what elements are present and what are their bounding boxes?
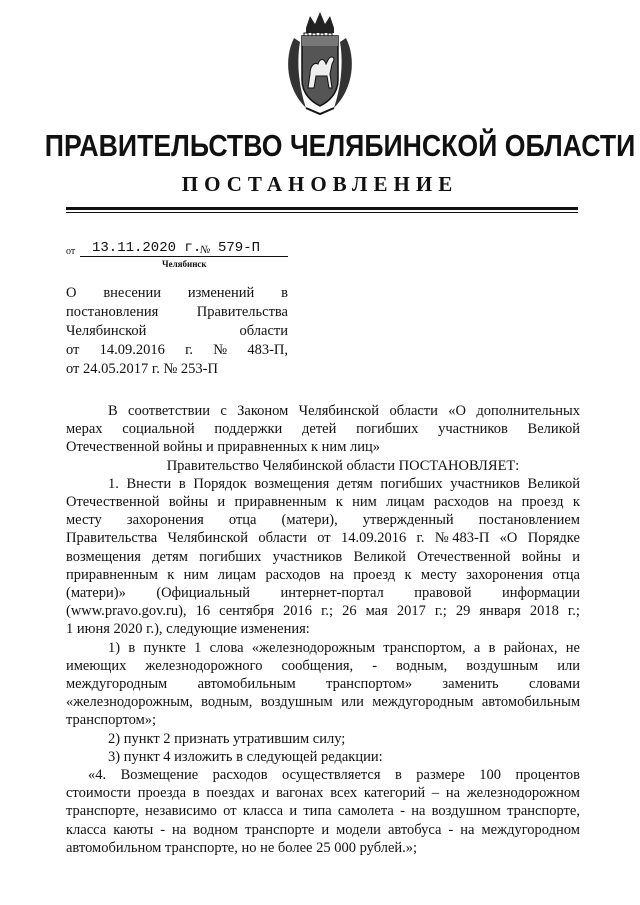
word: к bbox=[572, 494, 580, 511]
word: в bbox=[178, 475, 186, 492]
word: Порядке bbox=[527, 530, 580, 547]
word: отца bbox=[552, 566, 580, 583]
word: 100 bbox=[479, 767, 501, 784]
word: г. bbox=[185, 342, 194, 358]
word: словами bbox=[529, 676, 580, 693]
word: Возмещение bbox=[120, 767, 199, 784]
body-line bbox=[66, 584, 580, 602]
from-label: от bbox=[66, 246, 76, 257]
word: «О bbox=[448, 403, 467, 419]
document-number: 579-П bbox=[218, 240, 261, 256]
word: автомобильным bbox=[197, 676, 296, 693]
subject-line bbox=[66, 303, 288, 322]
word: Отечественной bbox=[66, 494, 160, 511]
word: месту bbox=[66, 512, 102, 529]
word: детей bbox=[302, 421, 337, 438]
word: Внести bbox=[126, 475, 172, 492]
word: возмещения bbox=[66, 548, 141, 565]
word: каюты bbox=[113, 821, 154, 838]
body-line bbox=[66, 566, 580, 584]
word: воздушном bbox=[431, 803, 501, 820]
word: - bbox=[160, 821, 166, 838]
word: в bbox=[128, 639, 136, 656]
word: Порядок bbox=[193, 475, 247, 492]
word: возмещения bbox=[254, 475, 330, 492]
body-line bbox=[66, 511, 580, 529]
word: - bbox=[372, 657, 378, 674]
word: 14.09.2016 bbox=[99, 342, 165, 358]
word: ним bbox=[352, 494, 377, 511]
body-line bbox=[66, 602, 580, 620]
word: - bbox=[400, 803, 405, 820]
word: участников bbox=[272, 548, 343, 565]
word: воздушным bbox=[466, 657, 539, 674]
subject-line bbox=[66, 341, 288, 360]
word: (матери)» bbox=[66, 585, 126, 602]
word: Правительства bbox=[196, 304, 288, 320]
word: – bbox=[431, 785, 440, 802]
word: захоронения bbox=[126, 512, 204, 529]
body-line bbox=[66, 802, 580, 820]
word: участников bbox=[438, 421, 508, 438]
word: и bbox=[289, 803, 298, 820]
word: постановления bbox=[66, 304, 159, 320]
chelyabinsk-coat-of-arms-icon bbox=[280, 8, 360, 118]
word: января bbox=[479, 603, 521, 620]
word: 1) bbox=[108, 639, 121, 656]
word: стоимости bbox=[66, 785, 131, 802]
word: погибших bbox=[199, 548, 262, 565]
word: (Официальный bbox=[156, 585, 250, 602]
word: класса bbox=[242, 803, 284, 820]
body-line: 3) пункт 4 изложить в следующей редакции: bbox=[108, 748, 383, 765]
word: 1. bbox=[108, 475, 119, 492]
word: междугородным bbox=[372, 694, 474, 711]
word: социальной bbox=[122, 421, 195, 438]
word: от bbox=[223, 803, 237, 820]
word: погибших bbox=[356, 421, 419, 438]
word: 2018 bbox=[529, 603, 559, 620]
body-line bbox=[66, 784, 580, 802]
word: и bbox=[217, 494, 226, 511]
word: (www.pravo.gov.ru), bbox=[66, 603, 187, 620]
document-city: Челябинск bbox=[162, 259, 207, 269]
word: приравненным bbox=[66, 566, 158, 583]
word: водным, bbox=[201, 694, 253, 711]
word: 29 bbox=[455, 603, 471, 620]
header-divider bbox=[66, 207, 578, 210]
word: на bbox=[172, 821, 187, 838]
word: модели bbox=[336, 821, 381, 838]
word: О bbox=[66, 285, 77, 301]
header-divider-thin bbox=[66, 212, 578, 213]
subject-line: от 24.05.2017 г. № 253-П bbox=[66, 361, 218, 377]
body-line: транспортом»; bbox=[66, 712, 157, 729]
word: железнодорожного bbox=[145, 657, 263, 674]
word: Челябинской bbox=[167, 530, 249, 547]
word: Челябинской bbox=[298, 403, 380, 419]
word: лицам bbox=[386, 494, 425, 511]
word: № bbox=[213, 342, 228, 358]
body-line bbox=[66, 639, 580, 657]
body-line: автомобильном транспорте, но не более 25 000 рублей.»; bbox=[66, 839, 418, 856]
word: на bbox=[411, 803, 426, 820]
word: дополнительных bbox=[476, 403, 580, 419]
word: в bbox=[488, 639, 496, 656]
word: войны bbox=[521, 548, 561, 565]
word: в bbox=[281, 285, 288, 301]
word: на bbox=[460, 821, 475, 838]
word: мая bbox=[365, 603, 388, 620]
word: от bbox=[317, 530, 331, 547]
subject-line bbox=[66, 322, 288, 341]
word: имеющих bbox=[66, 657, 127, 674]
document-body bbox=[66, 402, 580, 857]
word: железнодорожном bbox=[466, 785, 580, 802]
word: Отечественной bbox=[417, 548, 511, 565]
word: расходов bbox=[433, 494, 489, 511]
word: детям bbox=[152, 548, 188, 565]
body-line bbox=[66, 529, 580, 547]
word: внесении bbox=[103, 285, 162, 301]
word: междугородном bbox=[481, 821, 580, 838]
body-line bbox=[66, 693, 580, 711]
word: слова bbox=[209, 639, 244, 656]
word: «железнодорожным bbox=[251, 639, 376, 656]
word: самолета bbox=[337, 803, 394, 820]
government-title: ПРАВИТЕЛЬСТВО ЧЕЛЯБИНСКОЙ ОБЛАСТИ bbox=[44, 128, 636, 163]
word: размере bbox=[416, 767, 465, 784]
word: 16 bbox=[195, 603, 211, 620]
body-line bbox=[66, 475, 580, 493]
word: проезда bbox=[137, 785, 187, 802]
word: автобуса bbox=[387, 821, 442, 838]
word: отца bbox=[228, 512, 257, 529]
word: приравненным bbox=[234, 494, 327, 511]
document-type: ПОСТАНОВЛЕНИЕ bbox=[181, 172, 459, 196]
word: с bbox=[220, 403, 227, 419]
word: расходов bbox=[265, 566, 321, 583]
word: проезд bbox=[353, 566, 396, 583]
word: захоронения bbox=[466, 566, 544, 583]
word: «4. bbox=[88, 767, 107, 784]
word: воздушным bbox=[260, 694, 333, 711]
word: вагонах bbox=[276, 785, 324, 802]
word: Правительства bbox=[66, 530, 158, 547]
word: транспорте, bbox=[507, 803, 580, 820]
word: типа bbox=[303, 803, 332, 820]
word: всех bbox=[330, 785, 358, 802]
word: детям bbox=[336, 475, 373, 492]
word: области bbox=[239, 323, 288, 339]
word: Великой bbox=[527, 475, 580, 492]
word: 1 bbox=[194, 639, 202, 656]
word: «железнодорожным, bbox=[66, 694, 193, 711]
word: области bbox=[389, 403, 438, 419]
word: Челябинской bbox=[66, 323, 147, 339]
word: автомобильным bbox=[481, 694, 580, 711]
word: на bbox=[498, 494, 513, 511]
word: - bbox=[448, 821, 454, 838]
body-line bbox=[66, 766, 580, 784]
word: войны bbox=[168, 494, 209, 511]
word: водном bbox=[193, 821, 239, 838]
word: 483-П, bbox=[247, 342, 288, 358]
document-subject bbox=[66, 284, 288, 379]
word: В bbox=[108, 403, 118, 419]
body-line bbox=[66, 821, 580, 839]
word: ним bbox=[183, 566, 209, 583]
word: от bbox=[66, 342, 80, 358]
word: правовой bbox=[414, 585, 472, 602]
word: 26 bbox=[342, 603, 357, 620]
body-line: 1 июня 2020 г.), следующие изменения: bbox=[66, 621, 310, 638]
word: информации bbox=[501, 585, 580, 602]
word: сентября bbox=[219, 603, 275, 620]
document-meta bbox=[66, 240, 306, 260]
document-date: 13.11.2020 г. bbox=[92, 240, 202, 256]
word: независимо bbox=[145, 803, 217, 820]
word: г. bbox=[416, 530, 425, 547]
word: и bbox=[572, 548, 580, 565]
body-line bbox=[66, 402, 580, 420]
word: № 483-П bbox=[434, 530, 490, 547]
word: г.; bbox=[567, 603, 580, 620]
word: водным, bbox=[396, 657, 448, 674]
word: участников bbox=[450, 475, 520, 492]
body-line: 2) пункт 2 признать утратившим силу; bbox=[108, 730, 346, 747]
word: междугородным bbox=[66, 676, 168, 693]
word: на bbox=[445, 785, 461, 802]
body-line bbox=[66, 548, 580, 566]
word: г.; bbox=[321, 603, 334, 620]
word: области bbox=[258, 530, 307, 547]
word: утвержденный bbox=[362, 512, 454, 529]
body-line bbox=[66, 420, 580, 438]
word: изменений bbox=[187, 285, 255, 301]
word: 2017 bbox=[396, 603, 426, 620]
word: Великой bbox=[353, 548, 406, 565]
word: проезд bbox=[521, 494, 564, 511]
word: соответствии bbox=[128, 403, 210, 419]
meta-underline bbox=[80, 256, 288, 257]
word: и bbox=[261, 785, 270, 802]
word: погибших bbox=[380, 475, 443, 492]
word: а bbox=[473, 639, 481, 656]
decree-line: Правительство Челябинской области ПОСТАНОВЛЯЕТ: bbox=[166, 457, 520, 474]
word: транспорте, bbox=[66, 803, 139, 820]
word: поддержки bbox=[214, 421, 283, 438]
word: г.; bbox=[434, 603, 447, 620]
body-line bbox=[66, 493, 580, 511]
word: районах, bbox=[503, 639, 558, 656]
word: лицам bbox=[217, 566, 257, 583]
word: к bbox=[335, 494, 343, 511]
subject-line bbox=[66, 284, 288, 303]
word: мерах bbox=[66, 421, 103, 438]
word: Великой bbox=[527, 421, 580, 438]
word: и bbox=[321, 821, 330, 838]
word: 14.09.2016 bbox=[340, 530, 407, 547]
word: процентов bbox=[515, 767, 580, 784]
word: транспорте bbox=[245, 821, 315, 838]
word: или bbox=[341, 694, 364, 711]
word: транспортом, bbox=[383, 639, 466, 656]
word: в bbox=[192, 785, 200, 802]
number-sign: № bbox=[200, 244, 211, 256]
word: Законом bbox=[237, 403, 289, 419]
body-line bbox=[66, 675, 580, 693]
word: заменить bbox=[442, 676, 499, 693]
body-line bbox=[66, 657, 580, 675]
word: на bbox=[329, 566, 344, 583]
word: поездах bbox=[206, 785, 255, 802]
word: осуществляется bbox=[282, 767, 381, 784]
word: в bbox=[394, 767, 402, 784]
word: транспортом» bbox=[326, 676, 413, 693]
word: категорий bbox=[363, 785, 426, 802]
word: не bbox=[565, 639, 580, 656]
word: сообщения, bbox=[281, 657, 354, 674]
word: интернет-портал bbox=[280, 585, 384, 602]
word: к bbox=[167, 566, 175, 583]
word: класса bbox=[66, 821, 107, 838]
word: к bbox=[404, 566, 412, 583]
word: пункте bbox=[143, 639, 186, 656]
word: расходов bbox=[212, 767, 268, 784]
word: 2016 bbox=[283, 603, 313, 620]
word: постановлением bbox=[478, 512, 580, 529]
word: «О bbox=[499, 530, 518, 547]
word: месту bbox=[420, 566, 457, 583]
word: (матери), bbox=[281, 512, 338, 529]
body-line: Отечественной войны и приравненных к ним лиц» bbox=[66, 439, 380, 456]
word: или bbox=[557, 657, 580, 674]
